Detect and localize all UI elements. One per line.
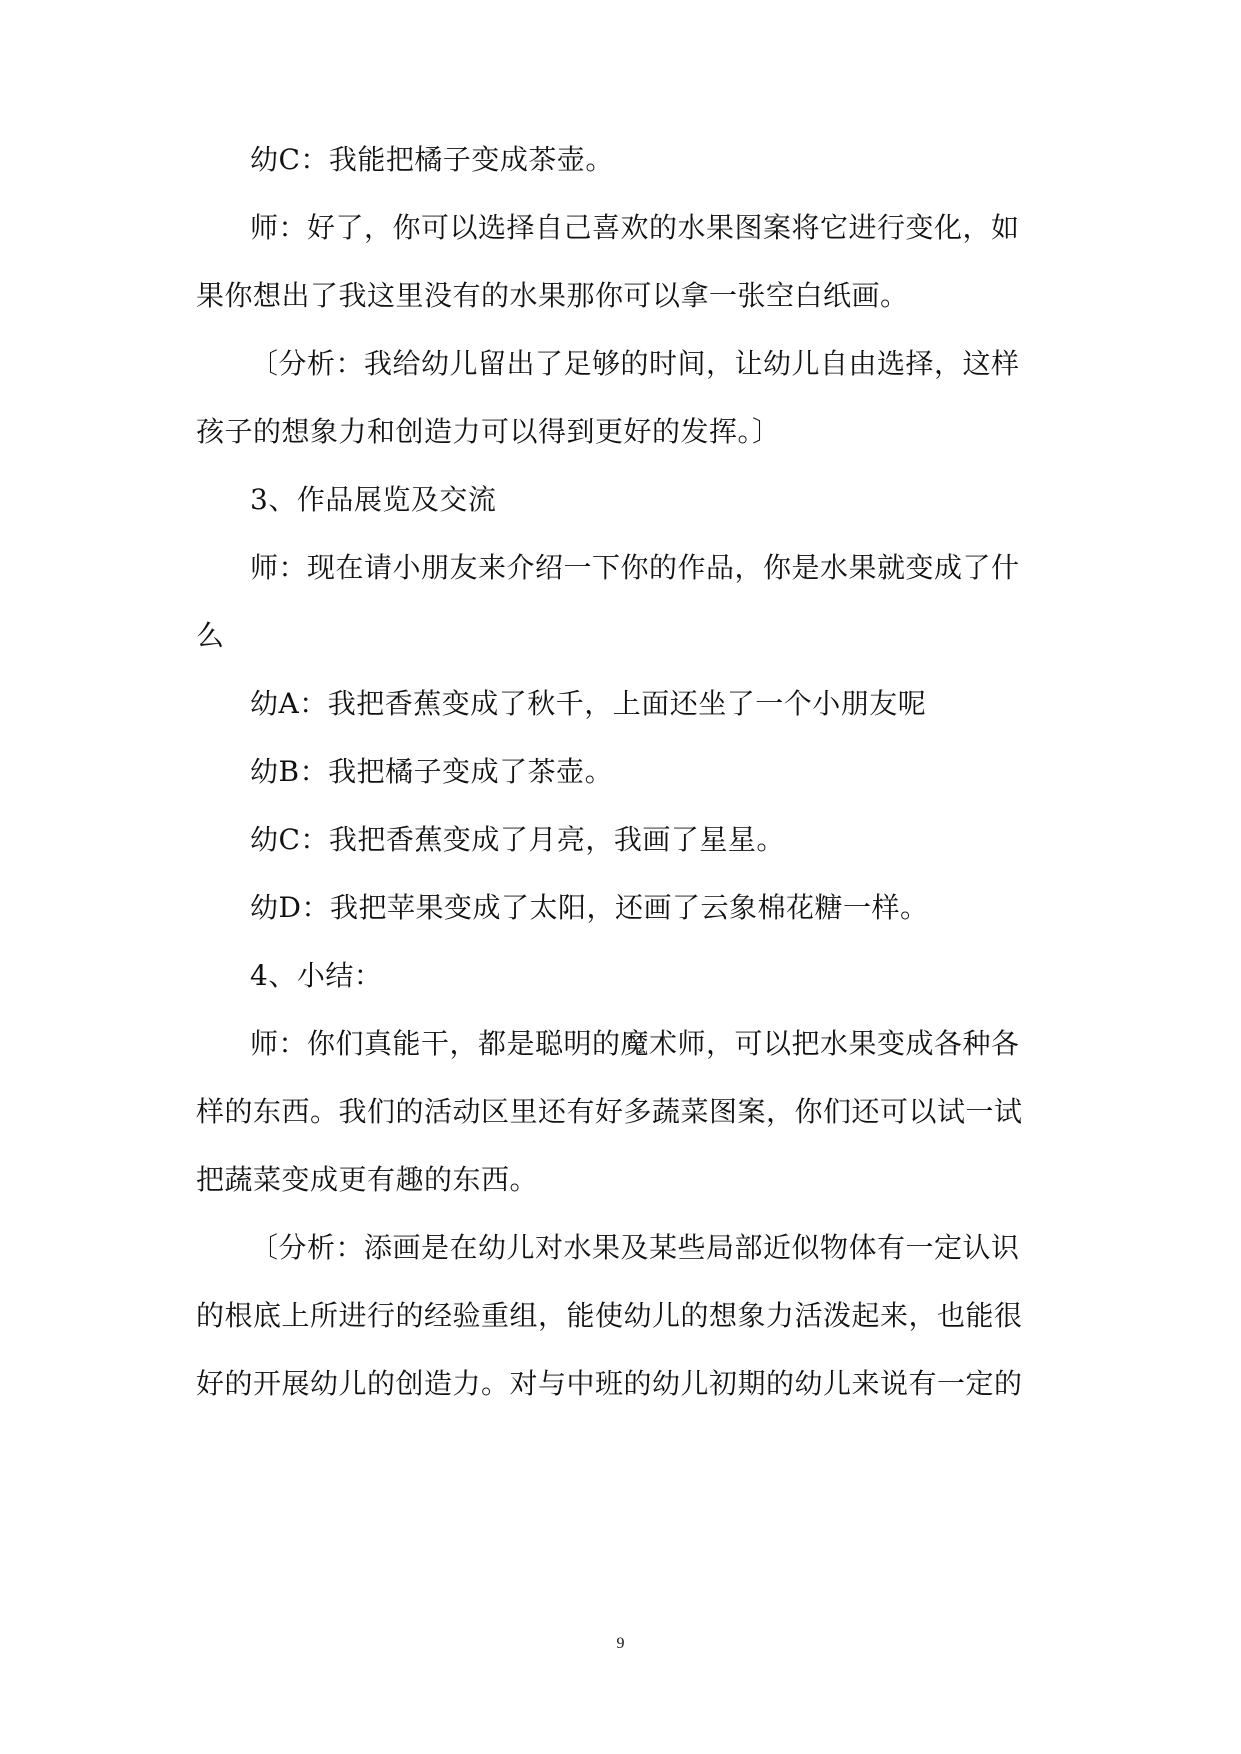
text-line: 幼C：我能把橘子变成茶壶。 [250,143,614,176]
page-number: 9 [616,1635,625,1652]
text-line: 么 [196,619,225,652]
text-line: 幼A：我把香蕉变成了秋千，上面还坐了一个小朋友呢 [250,687,927,720]
text-line: 孩子的想象力和创造力可以得到更好的发挥。〕 [196,415,781,448]
text-line: 幼D：我把苹果变成了太阳，还画了云象棉花糖一样。 [250,891,929,924]
text-line: 〔分析：我给幼儿留出了足够的时间，让幼儿自由选择，这样 [250,347,1020,380]
section-heading: 4、小结： [250,959,383,992]
text-line: 样的东西。我们的活动区里还有好多蔬菜图案，你们还可以试一试 [196,1095,1023,1128]
text-line: 的根底上所进行的经验重组，能使幼儿的想象力活泼起来，也能很 [196,1299,1023,1332]
section-heading: 3、作品展览及交流 [250,483,497,516]
text-line: 把蔬菜变成更有趣的东西。 [196,1163,539,1196]
text-line: 〔分析：添画是在幼儿对水果及某些局部近似物体有一定认识 [250,1231,1020,1264]
text-line: 果你想出了我这里没有的水果那你可以拿一张空白纸画。 [196,279,909,312]
text-line: 师：好了，你可以选择自己喜欢的水果图案将它进行变化，如 [250,211,1020,244]
text-line: 师：现在请小朋友来介绍一下你的作品，你是水果就变成了什 [250,551,1020,584]
text-line: 师：你们真能干，都是聪明的魔术师，可以把水果变成各种各 [250,1027,1020,1060]
text-line: 幼C：我把香蕉变成了月亮，我画了星星。 [250,823,785,856]
text-line: 好的开展幼儿的创造力。对与中班的幼儿初期的幼儿来说有一定的 [196,1367,1023,1400]
text-line: 幼B：我把橘子变成了茶壶。 [250,755,614,788]
